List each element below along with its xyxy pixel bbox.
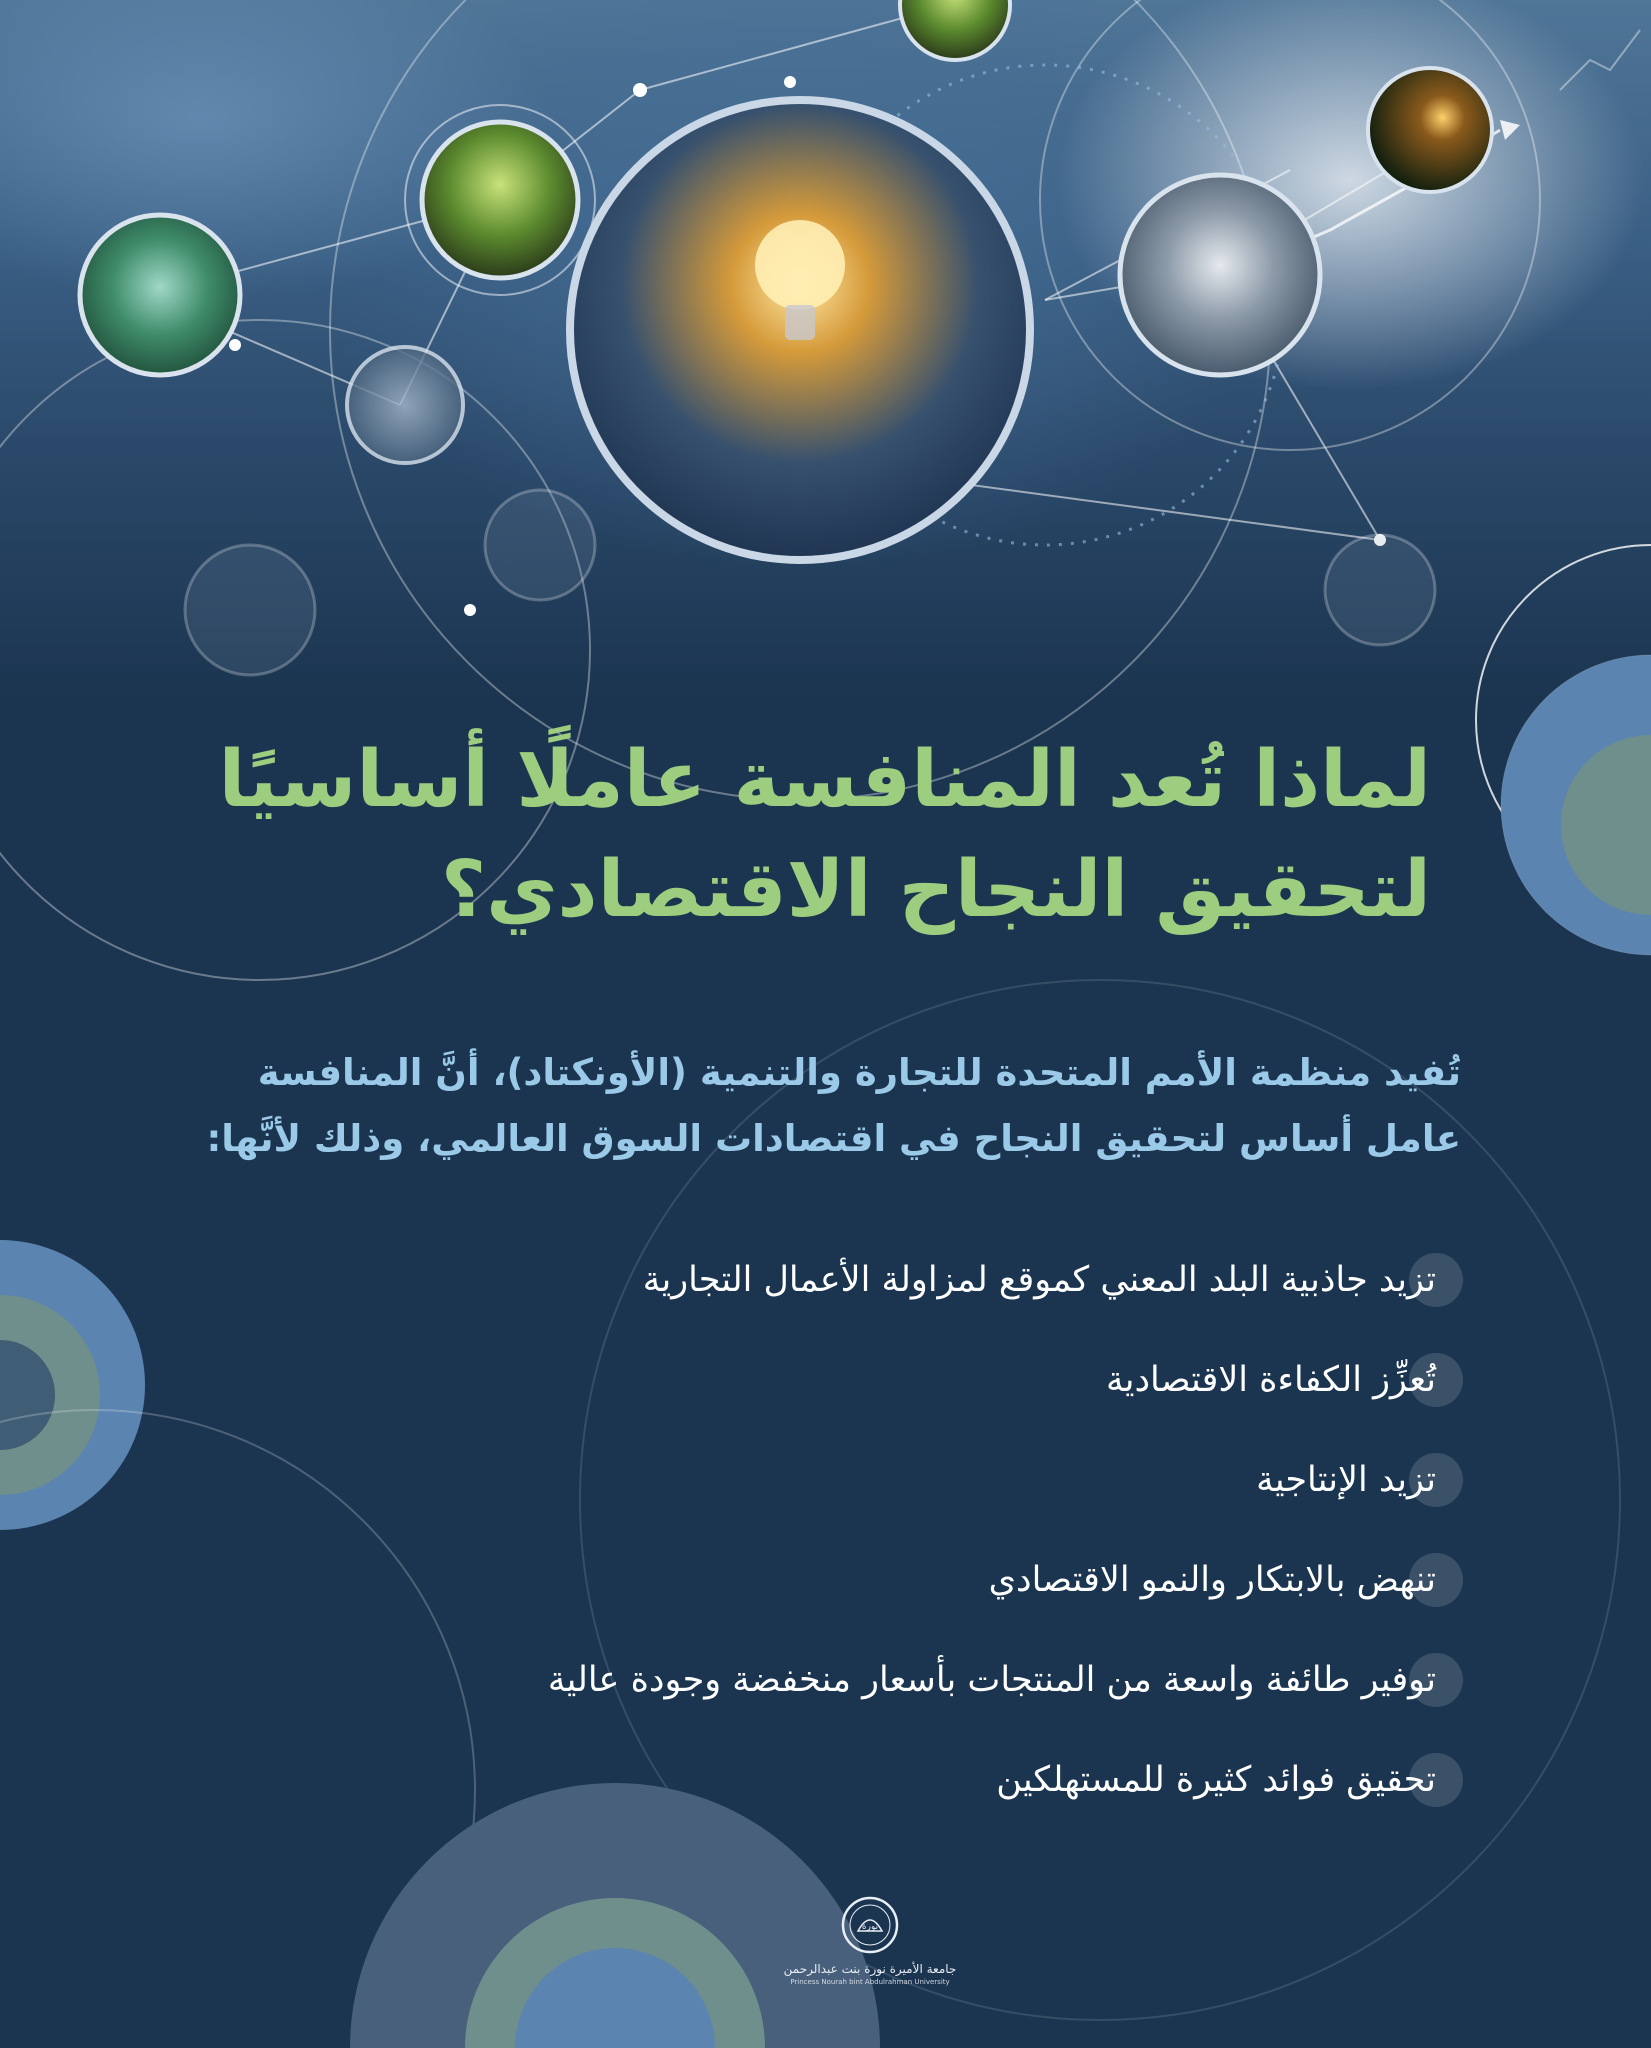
benefit-text: تنهض بالابتكار والنمو الاقتصادي xyxy=(988,1560,1436,1600)
benefit-text: تزيد جاذبية البلد المعني كموقع لمزاولة الأعمال التجارية xyxy=(642,1260,1436,1300)
benefit-text: تُعزِّز الكفاءة الاقتصادية xyxy=(1105,1360,1436,1400)
benefit-text: تحقيق فوائد كثيرة للمستهلكين xyxy=(996,1760,1436,1800)
benefits-list xyxy=(236,1230,1436,1830)
benefit-text: تزيد الإنتاجية xyxy=(1256,1460,1436,1500)
title-line-1: لماذا تُعد المنافسة عاملًا أساسيًا xyxy=(218,735,1431,825)
benefit-item xyxy=(236,1530,1436,1630)
university-logo xyxy=(780,1895,960,2025)
university-name-arabic: جامعة الأميرة نورة بنت عبدالرحمن xyxy=(783,1962,957,1976)
university-name-english: Princess Nourah bint Abdulrahman University xyxy=(790,1978,950,1986)
main-title xyxy=(131,725,1431,945)
benefit-text: توفير طائفة واسعة من المنتجات بأسعار منخفضة وجودة عالية xyxy=(547,1660,1436,1700)
benefit-item xyxy=(236,1330,1436,1430)
intro-line-1: تُفيد منظمة الأمم المتحدة للتجارة والتنمية (الأونكتاد)، أنَّ المنافسة xyxy=(257,1051,1461,1094)
university-seal-icon xyxy=(840,1895,900,1955)
benefit-item xyxy=(236,1430,1436,1530)
intro-paragraph xyxy=(111,1040,1461,1172)
intro-line-2: عامل أساس لتحقيق النجاح في اقتصادات السوق العالمي، وذلك لأنَّها: xyxy=(206,1117,1461,1160)
title-line-2: لتحقيق النجاح الاقتصادي؟ xyxy=(440,845,1431,935)
svg-text:نورة: نورة xyxy=(861,1922,879,1932)
benefit-item xyxy=(236,1230,1436,1330)
benefit-item xyxy=(236,1730,1436,1830)
benefit-item xyxy=(236,1630,1436,1730)
